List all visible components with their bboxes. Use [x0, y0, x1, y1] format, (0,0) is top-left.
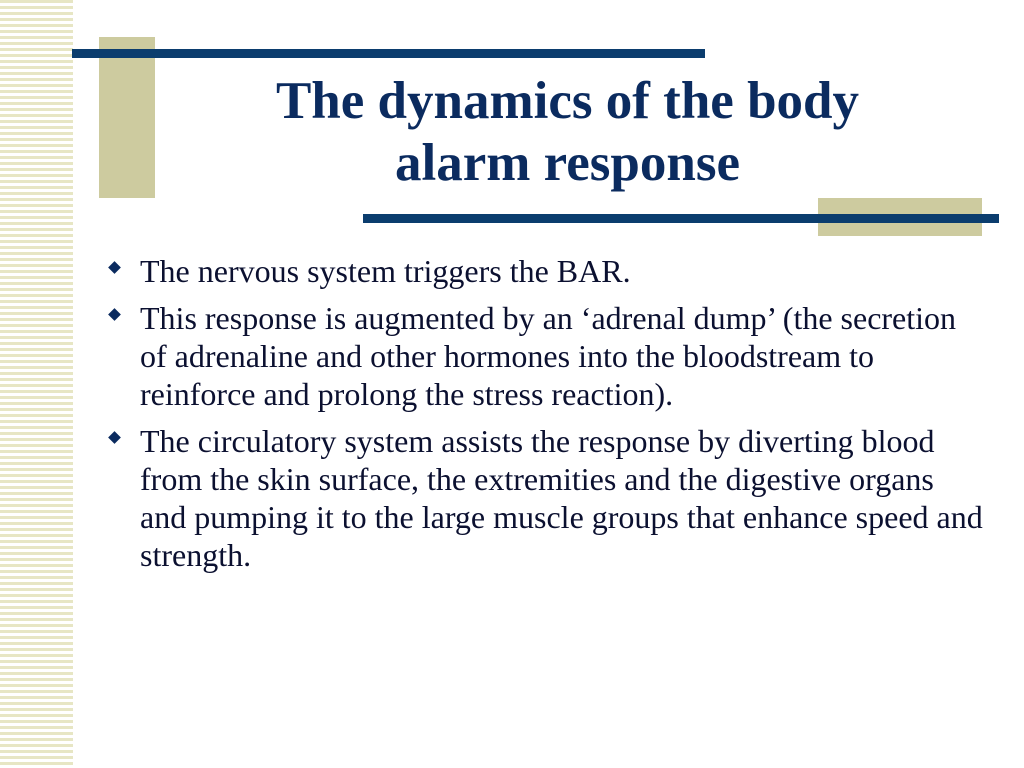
- bullet-text: The circulatory system assists the response by diverting blood from the skin surface, the extremities and the digestive organs and pumping it to the large muscle groups that enhance speed and strength.: [140, 423, 983, 573]
- slide-title-line-1: The dynamics of the body: [275, 72, 860, 130]
- diamond-bullet-icon: [108, 308, 121, 321]
- slide-title-line-2: alarm response: [395, 134, 740, 192]
- title-rule-bottom: [363, 214, 999, 223]
- diamond-bullet-icon: [108, 431, 121, 444]
- bullet-item: [104, 252, 984, 290]
- bullet-item: [104, 422, 984, 574]
- bullet-item: [104, 299, 984, 413]
- decorative-accent-block-top: [99, 37, 155, 198]
- diamond-bullet-icon: [108, 261, 121, 274]
- bullet-list: [104, 252, 984, 583]
- bullet-text: The nervous system triggers the BAR.: [140, 253, 631, 289]
- decorative-stripe-band: [0, 0, 73, 768]
- bullet-text: This response is augmented by an ‘adrenal dump’ (the secretion of adrenaline and other hormones into the bloodstream to reinforce and prolong the stress reaction).: [140, 300, 957, 412]
- title-rule-top: [72, 49, 705, 58]
- slide-title: [160, 70, 975, 194]
